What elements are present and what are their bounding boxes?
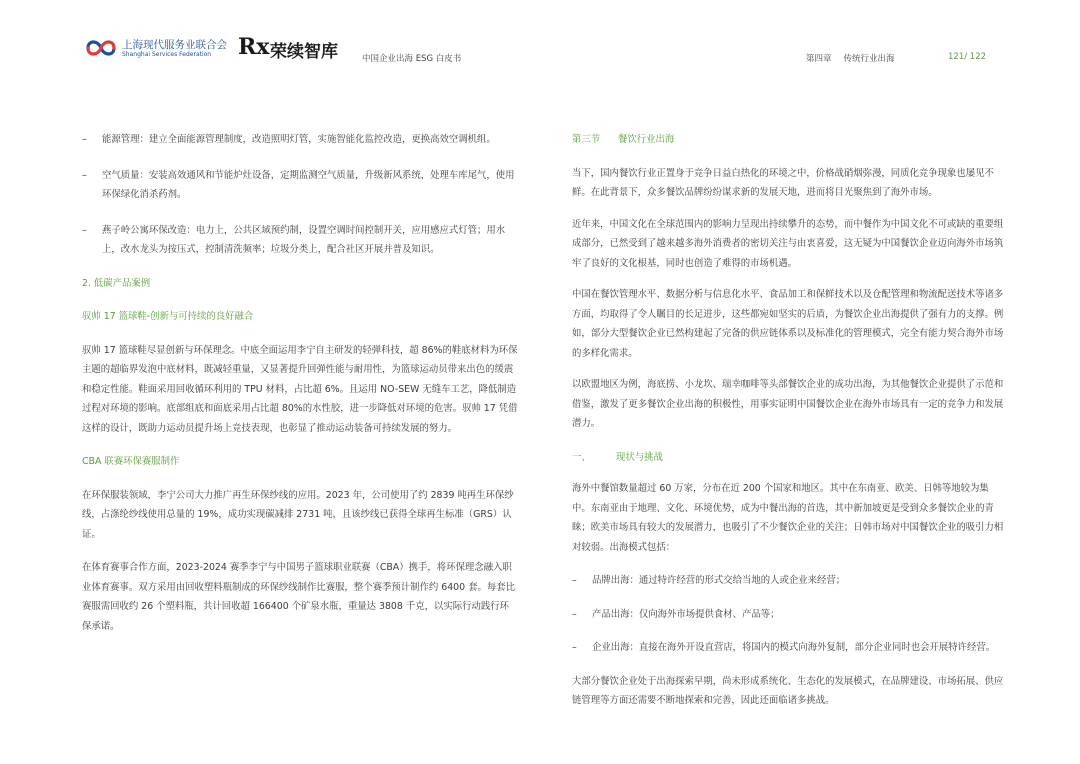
chapter-number: 第四章 <box>806 54 832 64</box>
chapter-label <box>806 52 907 64</box>
right-column <box>572 130 1004 711</box>
case-title: CBA 联赛环保赛服制作 <box>82 456 180 467</box>
ssf-logo-english: Shanghai Services Federation <box>122 51 212 58</box>
list-item: – 品牌出海：通过特许经营的形式交给当地的人或企业来经营； <box>572 571 1004 591</box>
paragraph: 驭帅 17 篮球鞋尽显创新与环保理念。中底全面运用李宁自主研发的轻弹科技，超 86%的鞋底材料为环保主题的超临界发泡中底材料，既减轻重量，又显著提升回弹性能与耐用性，为篮球运动员带来出色的缓震和稳定性能。鞋面采用回收循环利用的 TPU 材料，占比超 6%。且运用 NO-SEW 无缝车工艺，降低制造过程对环境的影响。底部组底和面底采用占比超 80%的水性胶，进一步降低对环境的危害。驭帅 17 凭借这样的设计，既助力运动员提升场上竞技表现，也彰显了推动运动装备可持续发展的努力。 <box>82 344 518 434</box>
section-label: 第三节 <box>572 134 601 145</box>
section-heading <box>572 130 1004 150</box>
left-column <box>82 130 518 636</box>
subsection-title: 现状与挑战 <box>616 451 663 463</box>
paragraph: 大部分餐饮企业处于出海探索早期，尚未形成系统化、生态化的发展模式，在品牌建设、市场拓展、供应链管理等方面还需要不断地探索和完善，因此还面临诸多挑战。 <box>572 675 1004 706</box>
paragraph: 中国在餐饮管理水平、数据分析与信息化水平、食品加工和保鲜技术以及仓配管理和物流配送技术等诸多方面，均取得了令人瞩目的长足进步，这些都宛如坚实的后盾，为餐饮企业出海提供了强有力的支撑。例如，部分大型餐饮企业已然构建起了完备的供应链体系以及标准化的管理模式，完全有能力契合海外市场的多样化需求。 <box>572 289 1004 359</box>
paragraph: 以欧盟地区为例，海底捞、小龙坎、瑞幸咖啡等头部餐饮企业的成功出海，为其他餐饮企业提供了示范和借鉴，激发了更多餐饮企业出海的积极性，用事实证明中国餐饮企业在海外市场具有一定的竞争力和发展潜力。 <box>572 379 1004 429</box>
paragraph: 在体育赛事合作方面，2023-2024 赛季李宁与中国男子篮球职业联赛（CBA）携手，将环保理念融入职业体育赛事。双方采用由回收塑料瓶制成的环保纱线制作比赛服，整个赛季预计制作约 6400 套。每套比赛服需回收约 26 个塑料瓶，共计回收超 166400 个矿泉水瓶，重量达 3808 千克，以实际行动践行环保承诺。 <box>82 562 515 632</box>
list-item: – 企业出海：直接在海外开设直营店，将国内的模式向海外复制，部分企业同时也会开展特许经营。 <box>572 638 1004 658</box>
subsection-label: 一、 <box>572 451 591 463</box>
section-title: 餐饮行业出海 <box>618 134 675 145</box>
rx-mark: Rx <box>238 34 270 60</box>
case-title: 驭帅 17 篮球鞋-创新与可持续的良好融合 <box>82 311 254 322</box>
chapter-title: 传统行业出海 <box>843 54 895 64</box>
list-item: – 空气质量：安装高效通风和节能炉灶设备，定期监测空气质量，升级新风系统，处理车库尾气，使用环保绿化消杀药剂。 <box>82 166 518 205</box>
paragraph: 近年来，中国文化在全球范围内的影响力呈现出持续攀升的态势，而中餐作为中国文化不可或缺的重要组成部分，已然受到了越来越多海外消费者的密切关注与由衷喜爱，这无疑为中国餐饮企业迈向海外市场筑牢了良好的文化根基，同时也创造了难得的市场机遇。 <box>572 218 1004 269</box>
subsection-heading <box>572 448 1004 468</box>
list-item: – 燕子岭公寓环保改造：电力上，公共区域预约制，设置空调时间控制开关，应用感应式灯管；用水上，改水龙头为按压式，控制清洗频率；垃圾分类上，配合社区开展并普及知识。 <box>82 221 518 260</box>
document-title: 中国企业出海 ESG 白皮书 <box>362 54 462 64</box>
page-header <box>0 0 1080 80</box>
rongxu-name: 荣续智库 <box>270 42 338 62</box>
list-item: – 能源管理：建立全面能源管理制度，改造照明灯管，实施智能化监控改造，更换高效空调机组。 <box>82 130 518 150</box>
paragraph: 当下，国内餐饮行业正置身于竞争日益白热化的环境之中，价格战硝烟弥漫，同质化竞争现象也屡见不鲜。在此背景下，众多餐饮品牌纷纷谋求新的发展天地，进而将目光聚焦到了海外市场。 <box>572 167 994 198</box>
list-item: – 产品出海：仅向海外市场提供食材、产品等； <box>572 605 1004 625</box>
ssf-logo-icon <box>84 36 118 60</box>
ssf-logo-name: 上海现代服务业联合会 <box>122 39 227 51</box>
section-heading: 2. 低碳产品案例 <box>82 277 151 289</box>
paragraph: 海外中餐馆数量超过 60 万家，分布在近 200 个国家和地区。其中在东南亚、欧美、日韩等地较为集中。东南亚由于地理、文化、环境优势，成为中餐出海的首选，其中新加坡更是受到众多餐饮企业的青睐；欧美市场具有较大的发展潜力，也吸引了不少餐饮企业的关注；日韩市场对中国餐饮企业的吸引力相对较弱。出海模式包括： <box>572 483 1004 553</box>
page-number: 121/ 122 <box>948 52 987 62</box>
ssf-logo <box>84 36 227 62</box>
paragraph: 在环保服装领域，李宁公司大力推广再生环保纱线的应用。2023 年，公司使用了约 2839 吨再生环保纱线，占涤纶纱线使用总量的 19%，成功实现碳减排 2731 吨，且该纱线已获得全球再生标准（GRS）认证。 <box>82 489 514 540</box>
